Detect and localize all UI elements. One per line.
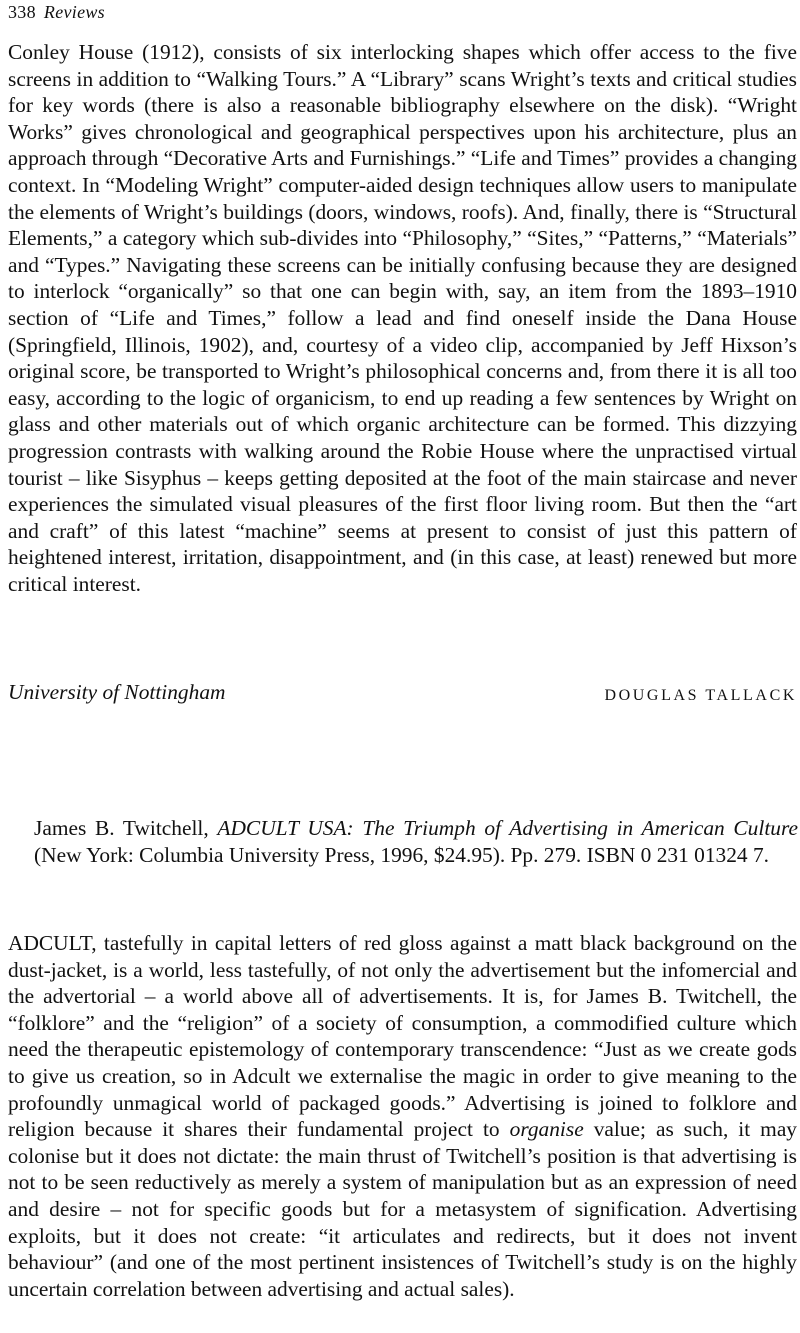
page-number: 338 bbox=[8, 2, 36, 22]
running-head bbox=[8, 2, 105, 23]
reviewer-name: DOUGLAS TALLACK bbox=[604, 687, 797, 704]
citation-title: ADCULT USA: The Triumph of Advertising in American Culture bbox=[217, 816, 798, 840]
book-citation bbox=[34, 815, 798, 868]
citation-details: (New York: Columbia University Press, 1996, $24.95). Pp. 279. ISBN 0 231 01324 7. bbox=[34, 842, 770, 867]
reviewer-signoff bbox=[8, 679, 797, 706]
review-body-paragraph bbox=[8, 930, 797, 1302]
citation-author: James B. Twitchell, bbox=[34, 816, 209, 840]
paragraph-text: value; as such, it may colonise but it does not dictate: the main thrust of Twitchell’s position is that advertising is not to be seen reductively as merely a system of manipulation but as an expression of need and desire – not for specific goods but for a metasystem of signification. Advertising exploits, but it does not create: “it articulates and redirects, but it does not invent behaviour” (and one of the most pertinent insistences of Twitchell’s study is on the highly uncertain correlation between advertising and actual sales). bbox=[8, 1117, 798, 1301]
reviewer-affiliation: University of Nottingham bbox=[8, 680, 226, 704]
section-title: Reviews bbox=[43, 2, 105, 22]
review-body-paragraph: Conley House (1912), consists of six interlocking shapes which offer access to the five screens in addition to “Walking Tours.” A “Library” scans Wright’s texts and critical studies for key words (there is also a reasonable bibliography elsewhere on the disk). “Wright Works” gives chronological and geographical perspectives upon his architecture, plus an approach through “Decorative Arts and Furnishings.” “Life and Times” provides a changing context. In “Modeling Wright” computer-aided design techniques allow users to manipulate the elements of Wright’s buildings (doors, windows, roofs). And, finally, there is “Structural Elements,” a category which sub-divides into “Philosophy,” “Sites,” “Patterns,” “Materials” and “Types.” Navigating these screens can be initially confusing because they are designed to interlock “organically” so that one can begin with, say, an item from the 1893–1910 section of “Life and Times,” follow a lead and find oneself inside the Dana House (Springfield, Illinois, 1902), and, courtesy of a video clip, accompanied by Jeff Hixson’s original score, be transported to Wright’s philosophical concerns and, from there it is all too easy, according to the logic of organicism, to end up reading a few sentences by Wright on glass and other materials out of which organic architecture can be formed. This dizzying progression contrasts with walking around the Robie House where the unpractised virtual tourist – like Sisyphus – keeps getting deposited at the foot of the main staircase and never experiences the simulated visual pleasures of the first floor living room. But then the “art and craft” of this latest “machine” seems at present to consist of just this pattern of heightened interest, irritation, disappointment, and (in this case, at least) renewed but more critical interest. bbox=[8, 40, 797, 596]
paragraph-text: ADCULT, tastefully in capital letters of red gloss against a matt black background on the dust-jacket, is a world, less tastefully, of not only the advertisement but the infomercial and the advertorial – a world above all of advertisements. It is, for James B. Twitchell, the “folklore” and the “religion” of a society of consumption, a commodified culture which need the therapeutic epistemology of contemporary transcendence: “Just as we create gods to give us creation, so in Adcult we externalise the magic in order to give meaning to the profoundly unmagical world of packaged goods.” Advertising is joined to folklore and religion because it shares their fundamental project to bbox=[8, 931, 797, 1142]
emphasis-word: organise bbox=[509, 1117, 584, 1142]
